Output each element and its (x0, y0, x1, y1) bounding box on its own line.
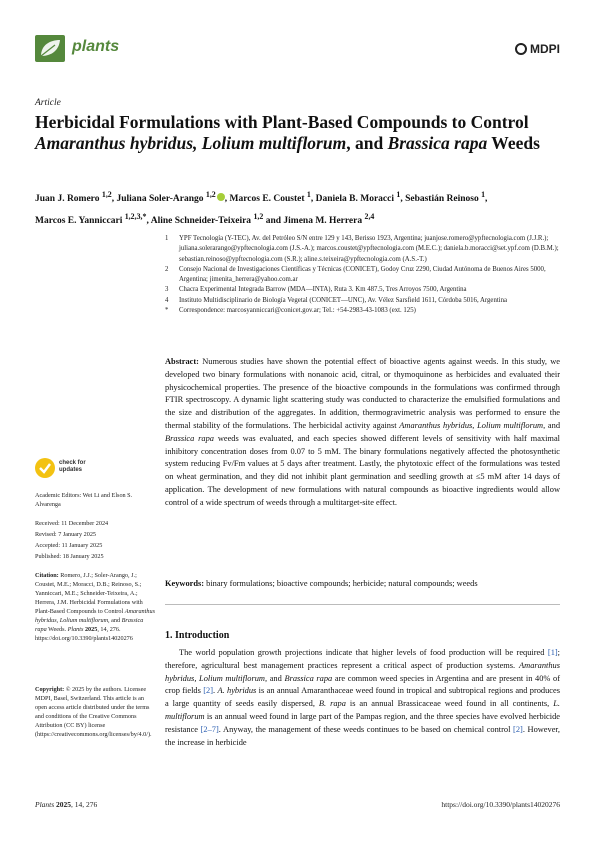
citation-block: Citation: Romero, J.J.; Soler-Arango, J.; Coustet, M.E.; Moracci, D.B.; Reinoso, S.; Yanniccari, M.E.; Schneider-Teixeira, A.; Herrera, J.M. Herbicidal Formulations with Plant-Based Compounds to Control Amaranthus hybridus, Lolium multiflorum, and Brassica rapa Weeds. Plants 2025, 14, 276. https://doi.org/10.3390/plants14020276 (35, 572, 155, 642)
title-text: , and (346, 133, 388, 153)
title-species: Brassica rapa (387, 133, 488, 153)
title-species: Amaranthus hybridus, Lolium multiflorum (35, 133, 347, 153)
abstract-label: Abstract: (165, 357, 199, 366)
divider (165, 604, 560, 605)
citation-link[interactable]: [1] (547, 648, 558, 657)
date-published: Published: 18 January 2025 (35, 553, 104, 560)
citation-link[interactable]: [2–7] (200, 724, 219, 734)
keywords-label: Keywords: (165, 579, 205, 588)
author-list: Juan J. Romero $^{1,2}$, Juliana Soler-Arango $^{1,2}$ , Marcos E. Coustet $^1$, Daniela B. Moracci $^1$, Sebastián Reinoso $^1$, Marcos E. Yanniccari $^{1,2,3,*}$, Aline Schneider-Teixeira $^{1,2}$ and Jimena M. Herrera $^{2,4}$ (35, 190, 488, 227)
keywords: Keywords: binary formulations; bioactive compounds; herbicide; natural compounds; weeds (165, 579, 478, 588)
leaf-icon (35, 35, 65, 62)
footer-doi-link[interactable]: https://doi.org/10.3390/plants14020276 (441, 800, 560, 809)
date-received: Received: 11 December 2024 (35, 520, 109, 527)
affiliation-item: 2 Consejo Nacional de Investigaciones Científicas y Técnicas (CONICET), Godoy Cruz 2290, Ciudad Autónoma de Buenos Aires 5000, Argentina; jimenita_herrera@yahoo.com.ar (165, 265, 546, 284)
date-accepted: Accepted: 11 January 2025 (35, 542, 103, 549)
check-for-updates-button[interactable] (35, 456, 105, 480)
article-title (35, 112, 555, 154)
date-revised: Revised: 7 January 2025 (35, 531, 97, 538)
author[interactable]: Aline Schneider-Teixeira $^{1,2}$ (150, 212, 264, 227)
author[interactable]: Daniela B. Moracci $^1$ (315, 190, 401, 205)
author[interactable]: Juan J. Romero $^{1,2}$ (35, 190, 112, 205)
author[interactable]: Jimena M. Herrera $^{2,4}$ (283, 212, 375, 227)
citation-link[interactable]: [2] (513, 724, 523, 734)
check-updates-label: check for updates (59, 460, 86, 473)
author[interactable]: Marcos E. Yanniccari $^{1,2,3,*}$ (35, 212, 147, 227)
author[interactable]: Juliana Soler-Arango $^{1,2}$ (117, 194, 225, 204)
affiliation-item: 3 Chacra Experimental Integrada Barrow (MDA—INTA), Ruta 3. Km 487.5, Tres Arroyos 7500, Argentina (165, 286, 467, 294)
orcid-icon[interactable] (217, 193, 225, 201)
affiliation-item: 4 Instituto Multidisciplinario de Biología Vegetal (CONICET—UNC), Av. Vélez Sarsfield 1611, Córdoba 5016, Argentina (165, 296, 508, 304)
section-heading: 1. Introduction (165, 630, 230, 641)
author[interactable]: Sebastián Reinoso $^1$ (405, 190, 486, 205)
check-updates-icon (35, 458, 55, 478)
abstract: Abstract: Numerous studies have shown the potential effect of bioactive agents against weeds. In this study, we developed two binary formulations with nonanoic acid, citral, or thymoquinone as herbicides and evaluated their physicochemical properties. The presence of the bioactive compounds in the formulations was confirmed through FTIR spectroscopy. A dynamic light scattering study was conducted to characterize the emulsified formulations and the size and distribution of the aggregates. In addition, thermogravimetric analysis was performed to ensure the thermal stability of the formulations. The herbicidal activity against Amaranthus hybridus, Lolium multiflorum, and Brassica rapa weeds was evaluated, and each species showed different levels of sensitivity with half maximal inhibitory concentration doses from 0.07 to 5 mM. The binary formulations negatively affected the photosynthetic system reducing Fv/Fm values at 5 days after treatment. Lastly, the phytotoxic effect of the formulations was tested on wheat germination, and they did not inhibit plant germination and seedling growth at ≤5 mM after 14 days of application. The development of new formulations with natural compounds as bioactive ingredients would allow control of a wide spectrum of weeds through a multitarget-site effect. (165, 357, 561, 507)
title-text: Herbicidal Formulations with Plant-Based Compounds to Control (35, 112, 529, 132)
journal-logo-icon (35, 35, 65, 62)
publisher-logo[interactable] (515, 42, 560, 56)
introduction-text: The world population growth projections indicate that higher levels of food production will be required [1]; therefore, agricultural best management practices represent a critical aspect of production systems. Amaranthus hybridus, Lolium multiflorum, and Brassica rapa are common weed species in Argentina and are present in 40% of crop fields [2]. A. hybridus is an annual Amaranthaceae weed found in tropical and subtropical regions and produces a large quantity of seeds easily dispersed, B. rapa is an annual Brassicaceae weed found in all continents, L. multiflorum is an annual weed found in large part of the Pampas region, and the three species have evolved herbicide resistance [2–7]. Anyway, the management of these weeds continues to be based on chemical control [2]. However, the increase in herbicide (165, 648, 561, 747)
affiliations (165, 234, 560, 316)
publisher-name: MDPI (530, 42, 560, 56)
mdpi-mark-icon (515, 43, 527, 55)
copyright-block: Copyright: © 2025 by the authors. Licensee MDPI, Basel, Switzerland. This article is an open access article distributed under the terms and conditions of the Creative Commons Attribution (CC BY) license (https://creativecommons.org/licenses/by/4.0/). (35, 686, 152, 738)
academic-editors: Academic Editors: Wei Li and Elson S. Alvarenga (35, 492, 133, 508)
title-text: Weeds (487, 133, 540, 153)
correspondence[interactable]: * Correspondence: marcosyanniccari@conicet.gov.ar; Tel.: +54-2983-43-1083 (ext. 125) (165, 307, 416, 315)
article-type: Article (35, 98, 61, 108)
citation-link[interactable]: [2] (203, 686, 213, 696)
affiliation-item: 1 YPF Tecnología (Y-TEC), Av. del Petróleo S/N entre 129 y 143, Berisso 1923, Argentina; juanjose.romero@ypftecnologia.com (J.J.R.); juliana.solerarango@ypftecnologia.com (J.S.-A.); marcos.coustet@ypftecnologia.com (M.E.C.); daniela.b.moracci@set.ypf.com (D.B.M.); sebastian.reinoso@ypftecnologia.com (S.R.); aline.s.teixeira@ypftecnologia.com (A.S.-T.) (165, 235, 559, 263)
footer-citation: Plants 2025, 14, 276 (35, 800, 98, 809)
journal-name[interactable]: plants (72, 38, 120, 55)
author[interactable]: Marcos E. Coustet $^1$ (229, 190, 311, 205)
